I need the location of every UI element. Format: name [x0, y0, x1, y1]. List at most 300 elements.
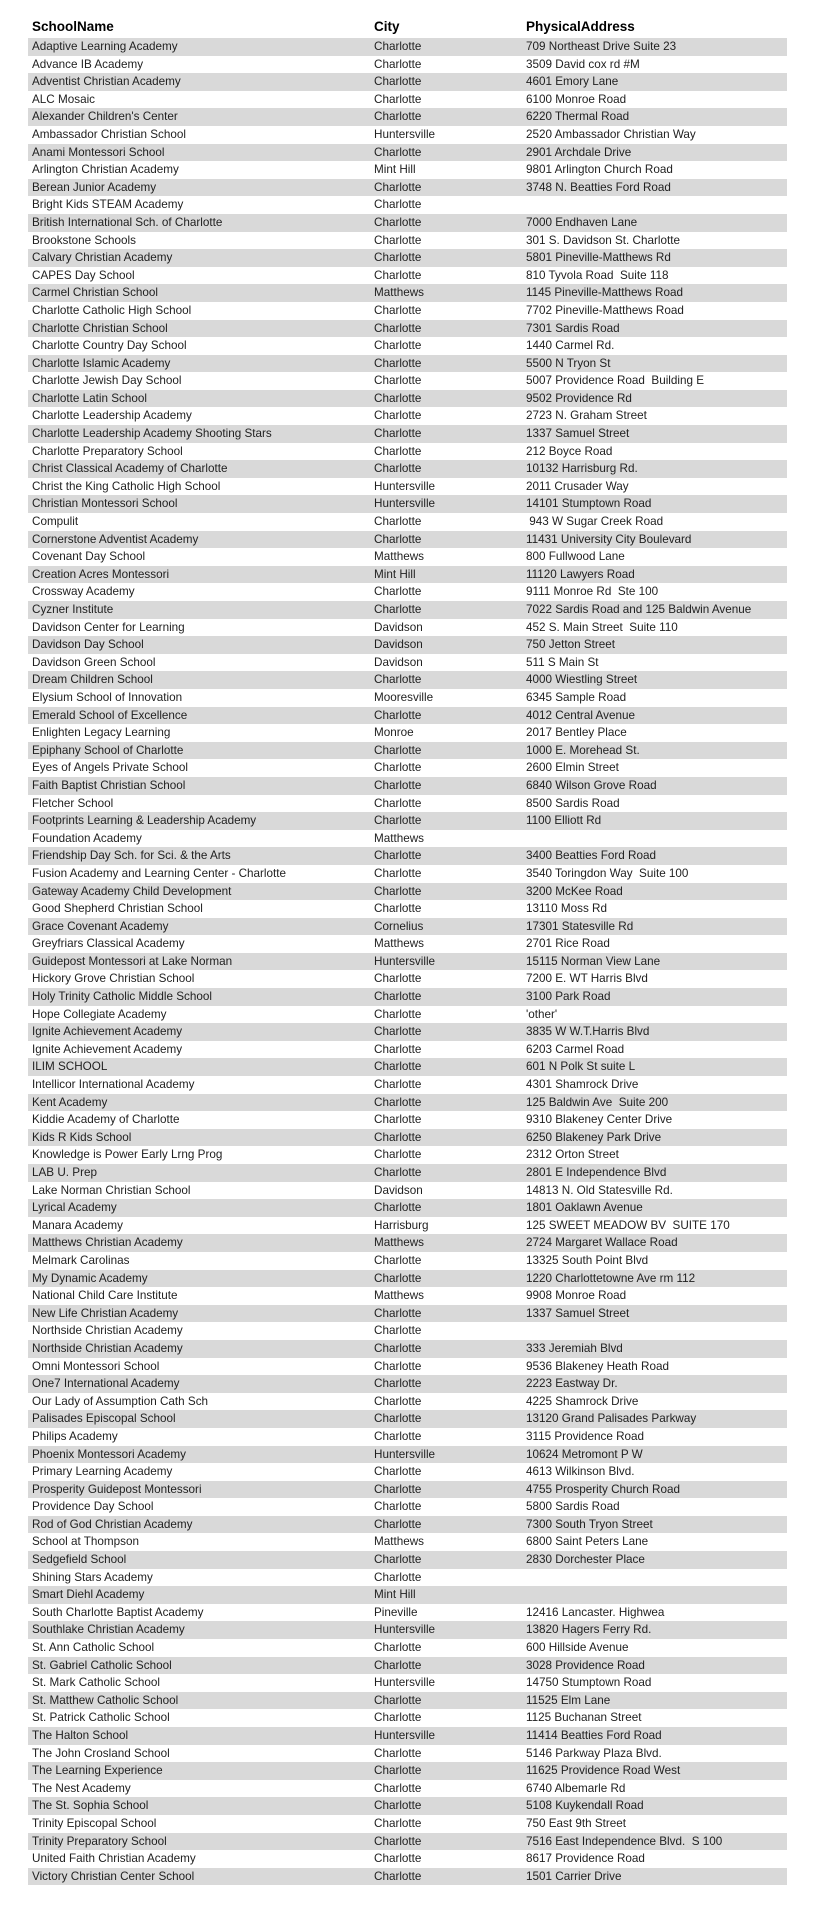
- table-row: [28, 812, 787, 830]
- cell-city: Charlotte: [374, 356, 422, 370]
- table-row: [28, 1621, 787, 1639]
- cell-physicaladdress: 13120 Grand Palisades Parkway: [526, 1412, 697, 1426]
- table-row: [28, 707, 787, 725]
- cell-physicaladdress: [522, 1569, 787, 1587]
- cell-city: Charlotte: [374, 75, 422, 89]
- cell-city: Charlotte: [374, 585, 422, 599]
- cell-physicaladdress: 5007 Providence Road Building E: [526, 374, 705, 388]
- cell-schoolname: Christ the King Catholic High School: [32, 479, 221, 493]
- table-row: [28, 1692, 787, 1710]
- table-row: [28, 161, 787, 179]
- cell-physicaladdress: 12416 Lancaster. Highwea: [526, 1605, 665, 1619]
- cell-schoolname: Alexander Children's Center: [32, 110, 178, 124]
- cell-city: Charlotte: [374, 708, 422, 722]
- cell-physicaladdress: 13820 Hagers Ferry Rd.: [526, 1623, 652, 1637]
- table-row: [28, 759, 787, 777]
- column-header-city: City: [374, 19, 400, 34]
- cell-physicaladdress: 3028 Providence Road: [526, 1658, 645, 1672]
- cell-schoolname: One7 International Academy: [32, 1377, 180, 1391]
- cell-physicaladdress: 6740 Albemarle Rd: [526, 1781, 626, 1795]
- cell-physicaladdress: 7022 Sardis Road and 125 Baldwin Avenue: [526, 603, 752, 616]
- cell-city: Charlotte: [374, 92, 422, 106]
- table-row: [28, 619, 787, 637]
- cell-schoolname: Charlotte Catholic High School: [32, 303, 192, 317]
- cell-physicaladdress: 7516 East Independence Blvd. S 100: [526, 1834, 723, 1848]
- cell-city: Matthews: [374, 831, 425, 845]
- cell-physicaladdress: 6203 Carmel Road: [526, 1042, 625, 1056]
- cell-schoolname: Christian Montessori School: [32, 497, 178, 511]
- cell-schoolname: Manara Academy: [32, 1218, 123, 1232]
- cell-city: Charlotte: [374, 1025, 422, 1039]
- cell-schoolname: British International Sch. of Charlotte: [32, 215, 223, 229]
- cell-physicaladdress: 1145 Pineville-Matthews Road: [526, 286, 683, 300]
- table-row: [28, 196, 787, 214]
- cell-schoolname: Omni Montessori School: [32, 1359, 160, 1373]
- cell-physicaladdress: 2520 Ambassador Christian Way: [526, 127, 696, 141]
- cell-city: Charlotte: [374, 673, 422, 687]
- cell-physicaladdress: 8500 Sardis Road: [526, 796, 620, 810]
- table-row: [28, 1023, 787, 1041]
- cell-city: Huntersville: [374, 1447, 436, 1461]
- cell-schoolname: Intellicor International Academy: [32, 1078, 195, 1092]
- cell-city: Charlotte: [374, 1341, 422, 1355]
- cell-physicaladdress: 7301 Sardis Road: [526, 321, 620, 335]
- cell-schoolname: Gateway Academy Child Development: [32, 884, 232, 898]
- cell-city: Charlotte: [374, 1834, 422, 1848]
- table-row: [28, 320, 787, 338]
- table-row: [28, 1375, 787, 1393]
- cell-physicaladdress: 11431 University City Boulevard: [526, 532, 692, 546]
- cell-schoolname: South Charlotte Baptist Academy: [32, 1605, 204, 1619]
- cell-schoolname: Providence Day School: [32, 1500, 154, 1514]
- table-row: [28, 1041, 787, 1059]
- table-row: [28, 636, 787, 654]
- column-header-schoolname: SchoolName: [32, 19, 114, 34]
- table-row: [28, 601, 787, 619]
- cell-city: Charlotte: [374, 1271, 422, 1285]
- table-row: [28, 1305, 787, 1323]
- cell-physicaladdress: 'other': [526, 1007, 558, 1021]
- table-row: [28, 443, 787, 461]
- cell-city: Charlotte: [374, 427, 422, 441]
- table-row: [28, 1815, 787, 1833]
- cell-physicaladdress: 14101 Stumptown Road: [526, 497, 652, 511]
- cell-city: Mint Hill: [374, 567, 416, 581]
- table-row: [28, 1322, 787, 1340]
- cell-city: Charlotte: [374, 603, 422, 616]
- cell-physicaladdress: 3835 W W.T.Harris Blvd: [526, 1025, 650, 1039]
- cell-physicaladdress: 2701 Rice Road: [526, 937, 610, 951]
- cell-physicaladdress: 3100 Park Road: [526, 990, 611, 1004]
- cell-physicaladdress: 6250 Blakeney Park Drive: [526, 1130, 662, 1144]
- cell-city: Charlotte: [374, 1201, 422, 1215]
- cell-schoolname: My Dynamic Academy: [32, 1271, 148, 1285]
- cell-city: Harrisburg: [374, 1218, 429, 1232]
- cell-city: Charlotte: [374, 1517, 422, 1531]
- table-row: [28, 1797, 787, 1815]
- table-row: [28, 407, 787, 425]
- table-row: [28, 1217, 787, 1235]
- cell-city: Charlotte: [374, 1412, 422, 1426]
- table-row: [28, 1833, 787, 1851]
- table-row: [28, 566, 787, 584]
- cell-city: Charlotte: [374, 1711, 422, 1725]
- cell-physicaladdress: 1100 Elliott Rd: [526, 814, 602, 828]
- cell-physicaladdress: 1440 Carmel Rd.: [526, 339, 615, 353]
- cell-city: Charlotte: [374, 1746, 422, 1760]
- table-row: [28, 918, 787, 936]
- table-row: [28, 38, 787, 56]
- table-row: [28, 1569, 787, 1587]
- cell-schoolname: Charlotte Country Day School: [32, 339, 187, 353]
- column-header-physicaladdress: PhysicalAddress: [526, 19, 635, 34]
- cell-city: Matthews: [374, 1535, 425, 1549]
- cell-city: Charlotte: [374, 1007, 422, 1021]
- cell-city: Charlotte: [374, 444, 422, 458]
- table-header-row: [28, 16, 787, 38]
- table-row: [28, 478, 787, 496]
- table-row: [28, 91, 787, 109]
- cell-schoolname: Charlotte Latin School: [32, 391, 147, 405]
- table-row: [28, 689, 787, 707]
- cell-physicaladdress: 6840 Wilson Grove Road: [526, 778, 657, 792]
- table-row: [28, 372, 787, 390]
- table-row: [28, 795, 787, 813]
- cell-city: Charlotte: [374, 778, 422, 792]
- cell-city: Charlotte: [374, 796, 422, 810]
- cell-physicaladdress: 212 Boyce Road: [526, 444, 613, 458]
- cell-city: Charlotte: [374, 1781, 422, 1795]
- cell-physicaladdress: 10624 Metromont P W: [526, 1447, 643, 1461]
- cell-physicaladdress: 750 East 9th Street: [526, 1816, 627, 1830]
- cell-city: Charlotte: [374, 1482, 422, 1496]
- table-row: [28, 1745, 787, 1763]
- cell-schoolname: Charlotte Islamic Academy: [32, 356, 171, 370]
- cell-schoolname: Bright Kids STEAM Academy: [32, 198, 184, 212]
- cell-city: Charlotte: [374, 215, 422, 229]
- cell-schoolname: Epiphany School of Charlotte: [32, 743, 184, 757]
- cell-city: Charlotte: [374, 1306, 422, 1320]
- cell-schoolname: Knowledge is Power Early Lrng Prog: [32, 1148, 223, 1162]
- table-row: [28, 1199, 787, 1217]
- cell-physicaladdress: 1801 Oaklawn Avenue: [526, 1201, 643, 1215]
- cell-physicaladdress: 9801 Arlington Church Road: [526, 163, 673, 177]
- table-row: [28, 513, 787, 531]
- cell-schoolname: Sedgefield School: [32, 1553, 127, 1567]
- cell-schoolname: Cornerstone Adventist Academy: [32, 532, 199, 546]
- cell-city: Charlotte: [374, 849, 422, 863]
- cell-city: Charlotte: [374, 1359, 422, 1373]
- cell-physicaladdress: 3509 David cox rd #M: [526, 57, 640, 71]
- table-row: [28, 1006, 787, 1024]
- cell-physicaladdress: 3200 McKee Road: [526, 884, 623, 898]
- cell-physicaladdress: 11525 Elm Lane: [526, 1693, 611, 1707]
- cell-physicaladdress: 8617 Providence Road: [526, 1852, 645, 1866]
- cell-physicaladdress: 943 W Sugar Creek Road: [526, 515, 664, 529]
- cell-city: Charlotte: [374, 198, 422, 212]
- table-row: [28, 847, 787, 865]
- cell-physicaladdress: 9111 Monroe Rd Ste 100: [526, 585, 659, 599]
- cell-schoolname: Northside Christian Academy: [32, 1324, 183, 1338]
- table-row: [28, 548, 787, 566]
- cell-physicaladdress: 1125 Buchanan Street: [526, 1711, 642, 1725]
- cell-physicaladdress: 1337 Samuel Street: [526, 427, 630, 441]
- cell-city: Cornelius: [374, 919, 424, 933]
- cell-schoolname: Hickory Grove Christian School: [32, 972, 195, 986]
- table-row: [28, 1340, 787, 1358]
- cell-schoolname: Kent Academy: [32, 1095, 108, 1109]
- cell-physicaladdress: 9536 Blakeney Heath Road: [526, 1359, 669, 1373]
- cell-city: Mint Hill: [374, 1588, 416, 1602]
- cell-physicaladdress: 2223 Eastway Dr.: [526, 1377, 618, 1391]
- cell-schoolname: Brookstone Schools: [32, 233, 136, 247]
- table-row: [28, 108, 787, 126]
- cell-city: Charlotte: [374, 251, 422, 265]
- cell-schoolname: Cyzner Institute: [32, 603, 114, 616]
- table-row: [28, 583, 787, 601]
- table-row: [28, 830, 787, 848]
- cell-city: Charlotte: [374, 462, 422, 476]
- cell-city: Davidson: [374, 638, 423, 652]
- cell-city: Mooresville: [374, 690, 434, 704]
- cell-physicaladdress: 3400 Beatties Ford Road: [526, 849, 656, 863]
- cell-schoolname: National Child Care Institute: [32, 1289, 178, 1303]
- table-row: [28, 302, 787, 320]
- table-row: [28, 1446, 787, 1464]
- cell-physicaladdress: 800 Fullwood Lane: [526, 550, 625, 564]
- cell-schoolname: Trinity Episcopal School: [32, 1816, 157, 1830]
- cell-schoolname: St. Patrick Catholic School: [32, 1711, 170, 1725]
- table-row: [28, 249, 787, 267]
- table-row: [28, 337, 787, 355]
- cell-physicaladdress: 1501 Carrier Drive: [526, 1869, 622, 1883]
- cell-schoolname: Southlake Christian Academy: [32, 1623, 185, 1637]
- cell-schoolname: LAB U. Prep: [32, 1166, 97, 1179]
- cell-city: Charlotte: [374, 1042, 422, 1056]
- cell-city: Huntersville: [374, 497, 436, 511]
- table-row: [28, 1252, 787, 1270]
- cell-schoolname: Advance IB Academy: [32, 57, 144, 71]
- cell-schoolname: ILIM SCHOOL: [32, 1060, 108, 1074]
- cell-physicaladdress: 5108 Kuykendall Road: [526, 1799, 644, 1813]
- cell-city: Charlotte: [374, 1869, 422, 1883]
- cell-physicaladdress: 2600 Elmin Street: [526, 761, 619, 775]
- cell-city: Matthews: [374, 1289, 425, 1303]
- cell-schoolname: Phoenix Montessori Academy: [32, 1447, 186, 1461]
- cell-city: Charlotte: [374, 1570, 422, 1584]
- cell-schoolname: Ignite Achievement Academy: [32, 1042, 183, 1056]
- cell-city: Charlotte: [374, 303, 422, 317]
- cell-city: Charlotte: [374, 1130, 422, 1144]
- cell-physicaladdress: 333 Jeremiah Blvd: [526, 1341, 623, 1355]
- cell-schoolname: Hope Collegiate Academy: [32, 1007, 167, 1021]
- cell-schoolname: Adaptive Learning Academy: [32, 40, 178, 53]
- table-row: [28, 144, 787, 162]
- table-row: [28, 355, 787, 373]
- cell-city: Charlotte: [374, 743, 422, 757]
- cell-physicaladdress: 601 N Polk St suite L: [526, 1060, 636, 1074]
- cell-physicaladdress: 4601 Emory Lane: [526, 75, 619, 89]
- cell-city: Charlotte: [374, 1324, 422, 1338]
- cell-physicaladdress: 125 SWEET MEADOW BV SUITE 170: [526, 1218, 730, 1232]
- table-row: [28, 1428, 787, 1446]
- cell-schoolname: Creation Acres Montessori: [32, 567, 170, 581]
- cell-schoolname: St. Matthew Catholic School: [32, 1693, 179, 1707]
- cell-schoolname: Berean Junior Academy: [32, 180, 157, 194]
- cell-physicaladdress: 13325 South Point Blvd: [526, 1253, 649, 1267]
- table-row: [28, 1094, 787, 1112]
- cell-schoolname: Good Shepherd Christian School: [32, 902, 203, 916]
- table-row: [28, 495, 787, 513]
- cell-schoolname: Rod of God Christian Academy: [32, 1517, 193, 1531]
- cell-city: Charlotte: [374, 1799, 422, 1813]
- cell-city: Mint Hill: [374, 163, 416, 177]
- cell-schoolname: Lyrical Academy: [32, 1201, 117, 1215]
- cell-city: Huntersville: [374, 954, 436, 968]
- table-row: [28, 1234, 787, 1252]
- cell-physicaladdress: 10132 Harrisburg Rd.: [526, 462, 638, 476]
- cell-schoolname: Our Lady of Assumption Cath Sch: [32, 1394, 209, 1408]
- cell-city: Charlotte: [374, 180, 422, 194]
- cell-physicaladdress: 4755 Prosperity Church Road: [526, 1482, 680, 1496]
- cell-city: Charlotte: [374, 1095, 422, 1109]
- cell-city: Pineville: [374, 1605, 418, 1619]
- cell-schoolname: St. Mark Catholic School: [32, 1676, 160, 1690]
- table-row: [28, 1129, 787, 1147]
- cell-city: Davidson: [374, 1183, 423, 1197]
- cell-city: Charlotte: [374, 1500, 422, 1514]
- table-row: [28, 1868, 787, 1886]
- cell-city: Charlotte: [374, 1693, 422, 1707]
- table-row: [28, 900, 787, 918]
- cell-city: Charlotte: [374, 515, 422, 529]
- cell-schoolname: Fusion Academy and Learning Center - Charlotte: [32, 866, 287, 880]
- cell-city: Matthews: [374, 550, 425, 564]
- cell-city: Charlotte: [374, 1658, 422, 1672]
- cell-city: Charlotte: [374, 972, 422, 986]
- table-row: [28, 1780, 787, 1798]
- table-row: [28, 1287, 787, 1305]
- table-body: [28, 38, 787, 1885]
- cell-schoolname: Charlotte Jewish Day School: [32, 374, 182, 388]
- table-row: [28, 1358, 787, 1376]
- cell-physicaladdress: 750 Jetton Street: [526, 638, 616, 652]
- cell-schoolname: Footprints Learning & Leadership Academy: [32, 814, 257, 828]
- cell-schoolname: CAPES Day School: [32, 268, 135, 282]
- table-row: [28, 1182, 787, 1200]
- cell-physicaladdress: 3748 N. Beatties Ford Road: [526, 180, 671, 194]
- cell-city: Charlotte: [374, 40, 422, 53]
- table-row: [28, 1076, 787, 1094]
- table-row: [28, 742, 787, 760]
- cell-city: Charlotte: [374, 1553, 422, 1567]
- cell-physicaladdress: 3115 Providence Road: [526, 1429, 645, 1443]
- cell-city: Charlotte: [374, 814, 422, 828]
- cell-physicaladdress: 7702 Pineville-Matthews Road: [526, 303, 684, 317]
- table-row: [28, 988, 787, 1006]
- table-row: [28, 460, 787, 478]
- table-row: [28, 56, 787, 74]
- cell-schoolname: The Halton School: [32, 1729, 129, 1742]
- table-row: [28, 1586, 787, 1604]
- cell-physicaladdress: 14813 N. Old Statesville Rd.: [526, 1183, 673, 1197]
- cell-physicaladdress: 125 Baldwin Ave Suite 200: [526, 1095, 669, 1109]
- cell-schoolname: Davidson Day School: [32, 638, 144, 652]
- cell-city: Charlotte: [374, 1113, 422, 1127]
- cell-city: Huntersville: [374, 127, 436, 141]
- cell-physicaladdress: 1220 Charlottetowne Ave rm 112: [526, 1271, 696, 1285]
- table-row: [28, 214, 787, 232]
- cell-schoolname: Calvary Christian Academy: [32, 251, 173, 265]
- cell-schoolname: Davidson Center for Learning: [32, 620, 185, 634]
- cell-city: Charlotte: [374, 321, 422, 335]
- table-row: [28, 865, 787, 883]
- cell-physicaladdress: [522, 830, 787, 848]
- cell-city: Charlotte: [374, 233, 422, 247]
- cell-schoolname: Compulit: [32, 515, 79, 529]
- table-row: [28, 1498, 787, 1516]
- cell-physicaladdress: 11414 Beatties Ford Road: [526, 1729, 662, 1742]
- cell-physicaladdress: 2830 Dorchester Place: [526, 1553, 645, 1567]
- cell-physicaladdress: 2011 Crusader Way: [526, 479, 629, 493]
- cell-city: Charlotte: [374, 1641, 422, 1655]
- cell-physicaladdress: 11120 Lawyers Road: [526, 567, 635, 581]
- cell-schoolname: St. Gabriel Catholic School: [32, 1658, 172, 1672]
- cell-city: Charlotte: [374, 1377, 422, 1391]
- cell-physicaladdress: 6100 Monroe Road: [526, 92, 627, 106]
- cell-physicaladdress: 15115 Norman View Lane: [526, 954, 661, 968]
- cell-schoolname: Ignite Achievement Academy: [32, 1025, 183, 1039]
- table-row: [28, 232, 787, 250]
- cell-schoolname: The St. Sophia School: [32, 1799, 149, 1813]
- cell-physicaladdress: 14750 Stumptown Road: [526, 1676, 652, 1690]
- cell-city: Huntersville: [374, 479, 436, 493]
- cell-schoolname: Guidepost Montessori at Lake Norman: [32, 954, 233, 968]
- cell-city: Charlotte: [374, 110, 422, 124]
- table-row: [28, 1533, 787, 1551]
- cell-physicaladdress: 4000 Wiestling Street: [526, 673, 638, 687]
- cell-city: Charlotte: [374, 268, 422, 282]
- schools-table: [28, 16, 787, 1885]
- table-row: [28, 935, 787, 953]
- cell-schoolname: School at Thompson: [32, 1535, 139, 1549]
- cell-schoolname: Lake Norman Christian School: [32, 1183, 191, 1197]
- cell-city: Charlotte: [374, 532, 422, 546]
- cell-physicaladdress: 301 S. Davidson St. Charlotte: [526, 233, 680, 247]
- cell-city: Charlotte: [374, 884, 422, 898]
- cell-schoolname: Ambassador Christian School: [32, 127, 186, 141]
- cell-city: Charlotte: [374, 1166, 422, 1179]
- cell-city: Charlotte: [374, 990, 422, 1004]
- cell-schoolname: United Faith Christian Academy: [32, 1852, 196, 1866]
- cell-physicaladdress: 2017 Bentley Place: [526, 726, 627, 740]
- cell-schoolname: Philips Academy: [32, 1429, 118, 1443]
- cell-city: Charlotte: [374, 409, 422, 423]
- table-row: [28, 1058, 787, 1076]
- cell-schoolname: Friendship Day Sch. for Sci. & the Arts: [32, 849, 231, 863]
- cell-schoolname: Elysium School of Innovation: [32, 690, 183, 704]
- cell-city: Matthews: [374, 1236, 425, 1250]
- table-row: [28, 1604, 787, 1622]
- cell-schoolname: Eyes of Angels Private School: [32, 761, 188, 775]
- cell-physicaladdress: 2312 Orton Street: [526, 1148, 619, 1162]
- cell-schoolname: Faith Baptist Christian School: [32, 778, 186, 792]
- cell-schoolname: Smart Diehl Academy: [32, 1588, 145, 1602]
- cell-schoolname: Trinity Preparatory School: [32, 1834, 167, 1848]
- table-row: [28, 654, 787, 672]
- cell-physicaladdress: 13110 Moss Rd: [526, 902, 607, 916]
- cell-physicaladdress: 6800 Saint Peters Lane: [526, 1535, 649, 1549]
